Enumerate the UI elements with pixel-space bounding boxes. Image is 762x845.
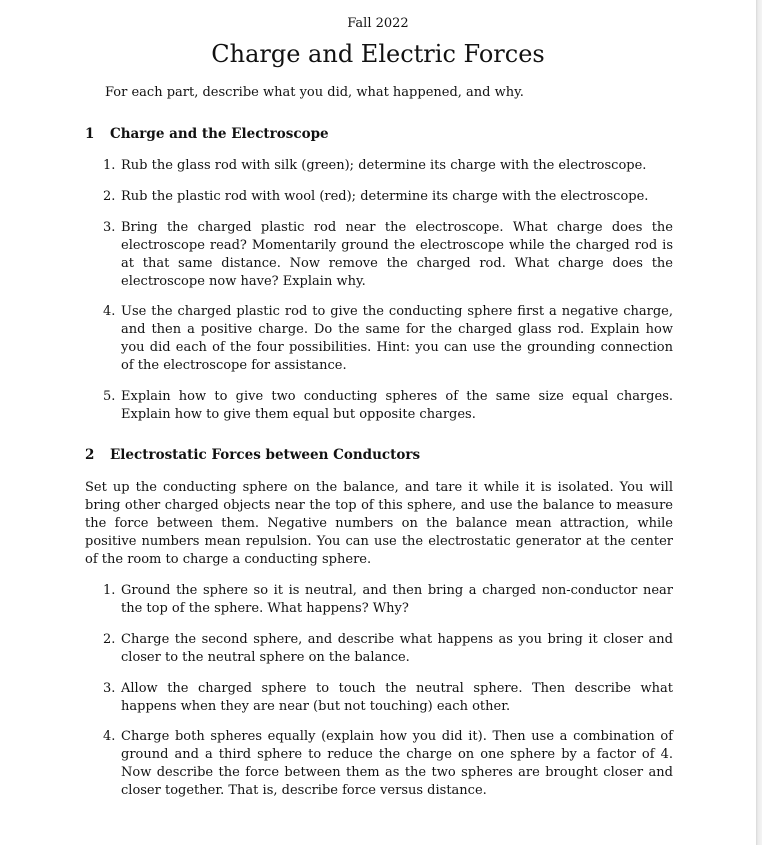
list-item-text: Rub the plastic rod with wool (red); determine its charge with the electroscope. — [121, 189, 649, 204]
list-item — [103, 303, 673, 375]
list-marker: 1. — [103, 583, 116, 598]
list-marker: 2. — [103, 632, 116, 647]
list-marker: 3. — [103, 220, 116, 235]
page-title: Charge and Electric Forces — [211, 40, 545, 68]
section-title: Charge and the Electroscope — [110, 126, 329, 142]
list-item-text: Allow the charged sphere to touch the neutral sphere. Then describe what happens when they are near (but not touching) each other. — [121, 681, 673, 714]
list-item-text: Charge both spheres equally (explain how you did it). Then use a combination of ground and a third sphere to reduce the charge on one sphere by a factor of 4. Now describe the force between them as the two spheres are brought closer and closer together. That is, describe force versus distance. — [121, 729, 673, 798]
list-item-text: Explain how to give two conducting spheres of the same size equal charges. Explain how to give them equal but opposite charges. — [121, 389, 673, 422]
list-item-text: Rub the glass rod with silk (green); determine its charge with the electroscope. — [121, 158, 647, 173]
list-item — [103, 219, 673, 291]
list-item — [103, 680, 673, 716]
list-item — [103, 188, 673, 206]
section-title: Electrostatic Forces between Conductors — [110, 447, 421, 463]
list-item-text: Use the charged plastic rod to give the conducting sphere first a negative charge, and then a positive charge. Do the same for the charged glass rod. Explain how you did each of the four possibilities. Hint: you can use the grounding connection of the electroscope for assistance. — [121, 304, 673, 373]
section-heading-1 — [85, 125, 675, 143]
list-item — [103, 631, 673, 667]
section-intro: Set up the conducting sphere on the balance, and tare it while it is isolated. You will bring other charged objects near the top of this sphere, and use the balance to measure the force between them. Negative numbers on the balance mean attraction, while positive numbers mean repulsion. You can use the electrostatic generator at the center of the room to charge a conducting sphere. — [85, 480, 673, 567]
list-item — [103, 388, 673, 424]
list-item-text: Charge the second sphere, and describe what happens as you bring it closer and closer to the neutral sphere on the balance. — [121, 632, 673, 665]
list-marker: 2. — [103, 189, 116, 204]
list-item-text: Ground the sphere so it is neutral, and then bring a charged non-conductor near the top of the sphere. What happens? Why? — [121, 583, 673, 616]
instructions: For each part, describe what you did, what happened, and why. — [105, 85, 524, 100]
list-item-text: Bring the charged plastic rod near the electroscope. What charge does the electroscope read? Momentarily ground the electroscope while the charged rod is at that same distance. Now remove the charged rod. What charge does the electroscope now have? Explain why. — [121, 220, 673, 289]
list-marker: 5. — [103, 389, 116, 404]
section-number: 2 — [85, 447, 95, 463]
semester-label: Fall 2022 — [347, 16, 409, 31]
list-item — [103, 582, 673, 618]
list-item — [103, 157, 673, 175]
page-edge-shadow — [756, 0, 762, 845]
list-marker: 1. — [103, 158, 116, 173]
list-marker: 3. — [103, 681, 116, 696]
list-marker: 4. — [103, 729, 116, 744]
section-heading-2 — [85, 446, 675, 464]
section-number: 1 — [85, 126, 95, 142]
list-marker: 4. — [103, 304, 116, 319]
list-item — [103, 728, 673, 800]
